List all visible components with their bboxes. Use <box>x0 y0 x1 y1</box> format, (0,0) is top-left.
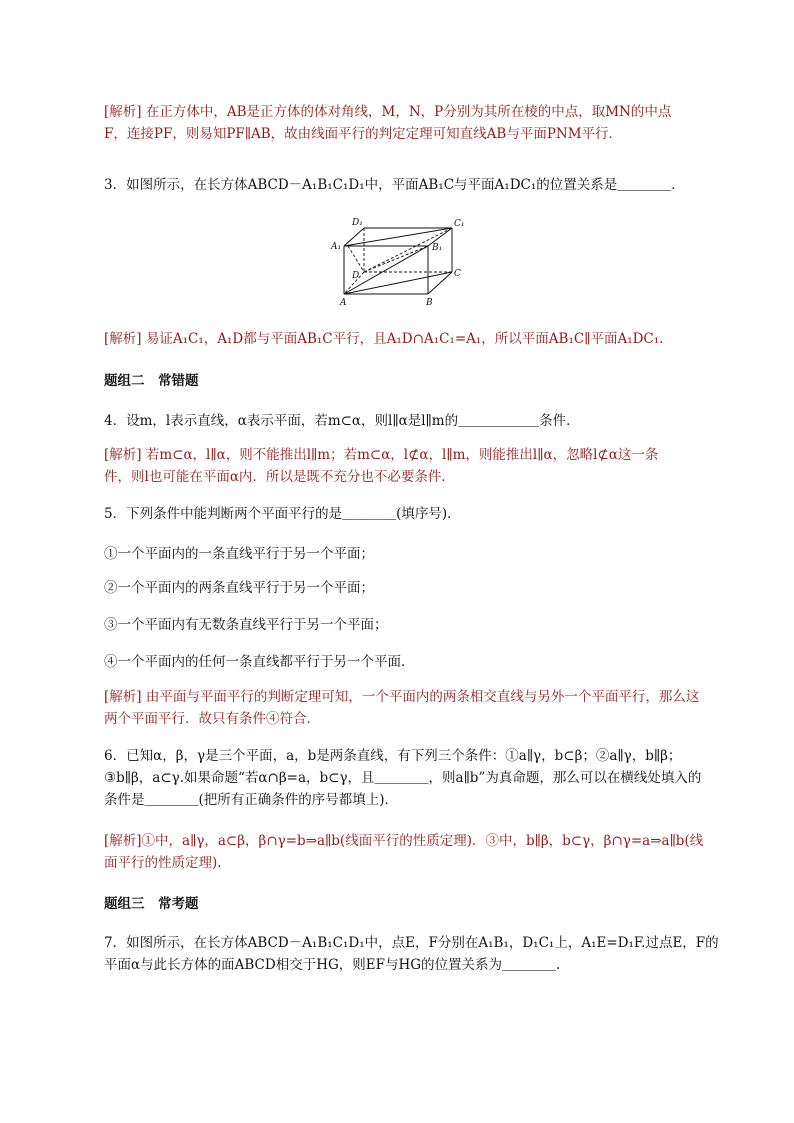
question-7-line2: 平面α与此长方体的面ABCD相交于HG，则EF与HG的位置关系为＿＿＿＿. <box>104 957 561 973</box>
analysis-2-line1: [解析] 在正方体中，AB是正方体的体对角线，M，N，P分别为其所在棱的中点，取MN的中点 <box>104 104 672 120</box>
vertex-C1-label: C₁ <box>454 219 465 229</box>
analysis-5-line2: 两个平面平行．故只有条件④符合． <box>104 711 320 727</box>
vertex-D-label: D <box>352 271 360 281</box>
question-6-line2: ③b∥β，a⊂γ.如果命题“若α∩β=a，b⊂γ，且＿＿＿＿，则a∥b”为真命题，那么可以在横线处填入的 <box>104 770 702 786</box>
question-3-text: 3．如图所示，在长方体ABCD－A₁B₁C₁D₁中，平面AB₁C与平面A₁DC₁的位置关系是＿＿＿＿． <box>104 177 685 193</box>
analysis-5 <box>104 686 732 730</box>
analysis-4 <box>104 444 732 488</box>
question-5-option-2: ②一个平面内的两条直线平行于另一个平面； <box>104 580 374 596</box>
question-4 <box>104 410 732 432</box>
vertex-A1-label: A₁ <box>331 242 342 252</box>
vertex-B-label: B <box>426 298 433 308</box>
question-7-line1: 7．如图所示，在长方体ABCD－A₁B₁C₁D₁中，点E，F分别在A₁B₁，D₁C₁上，A₁E=D₁F.过点E，F的 <box>104 935 719 951</box>
analysis-4-line1: [解析] 若m⊂α，l∥α，则不能推出l∥m；若m⊂α，l⊄α，l∥m，则能推出l∥α，忽略l⊄α这一条 <box>104 447 659 463</box>
vertex-C-label: C <box>454 269 461 279</box>
question-5-option-3: ③一个平面内有无数条直线平行于另一个平面； <box>104 617 388 633</box>
question-6-line3: 条件是＿＿＿＿(把所有正确条件的序号都填上)． <box>104 792 399 808</box>
analysis-4-line2: 件，则l也可能在平面α内．所以是既不充分也不必要条件． <box>104 469 455 485</box>
group-2-heading: 题组二 常错题 <box>104 373 199 389</box>
vertex-B1-label: B₁ <box>432 243 443 253</box>
analysis-2-line2: F，连接PF，则易知PF∥AB，故由线面平行的判定定理可知直线AB与平面PNM平行． <box>104 126 623 142</box>
vertex-A-label: A <box>340 298 347 308</box>
question-5-option-1: ①一个平面内的一条直线平行于另一个平面； <box>104 546 374 562</box>
analysis-6-line2: 面平行的性质定理). <box>104 855 222 871</box>
question-5-text: 5．下列条件中能判断两个平面平行的是＿＿＿＿(填序号)． <box>104 506 461 522</box>
analysis-6-line1: [解析]①中，a∥γ，a⊂β，β∩γ=b⇒a∥b(线面平行的性质定理)．③中，b∥β，b⊂γ，β∩γ=a⇒a∥b(线 <box>104 833 704 849</box>
analysis-2 <box>104 101 732 145</box>
analysis-5-line1: [解析] 由平面与平面平行的判断定理可知，一个平面内的两条相交直线与另外一个平面平行，那么这 <box>104 689 700 705</box>
question-6 <box>104 745 732 811</box>
group-3-heading: 题组三 常考题 <box>104 896 199 912</box>
question-4-text: 4．设m，l表示直线，α表示平面，若m⊂α，则l∥α是l∥m的＿＿＿＿＿＿条件． <box>104 413 580 429</box>
question-5-option-4: ④一个平面内的任何一条直线都平行于另一个平面． <box>104 654 415 670</box>
cuboid-figure <box>328 212 468 312</box>
question-3 <box>104 174 732 196</box>
analysis-3 <box>104 328 732 350</box>
analysis-3-text: [解析] 易证A₁C₁，A₁D都与平面AB₁C平行，且A₁D∩A₁C₁=A₁，所以平面AB₁C∥平面A₁DC₁. <box>104 331 664 347</box>
question-5 <box>104 503 732 525</box>
analysis-6 <box>104 830 732 874</box>
question-6-line1: 6．已知α，β，γ是三个平面，a，b是两条直线，有下列三个条件：①a∥γ，b⊂β；②a∥γ，b∥β； <box>104 748 682 764</box>
question-7 <box>104 932 732 976</box>
vertex-D1-label: D₁ <box>352 218 363 228</box>
